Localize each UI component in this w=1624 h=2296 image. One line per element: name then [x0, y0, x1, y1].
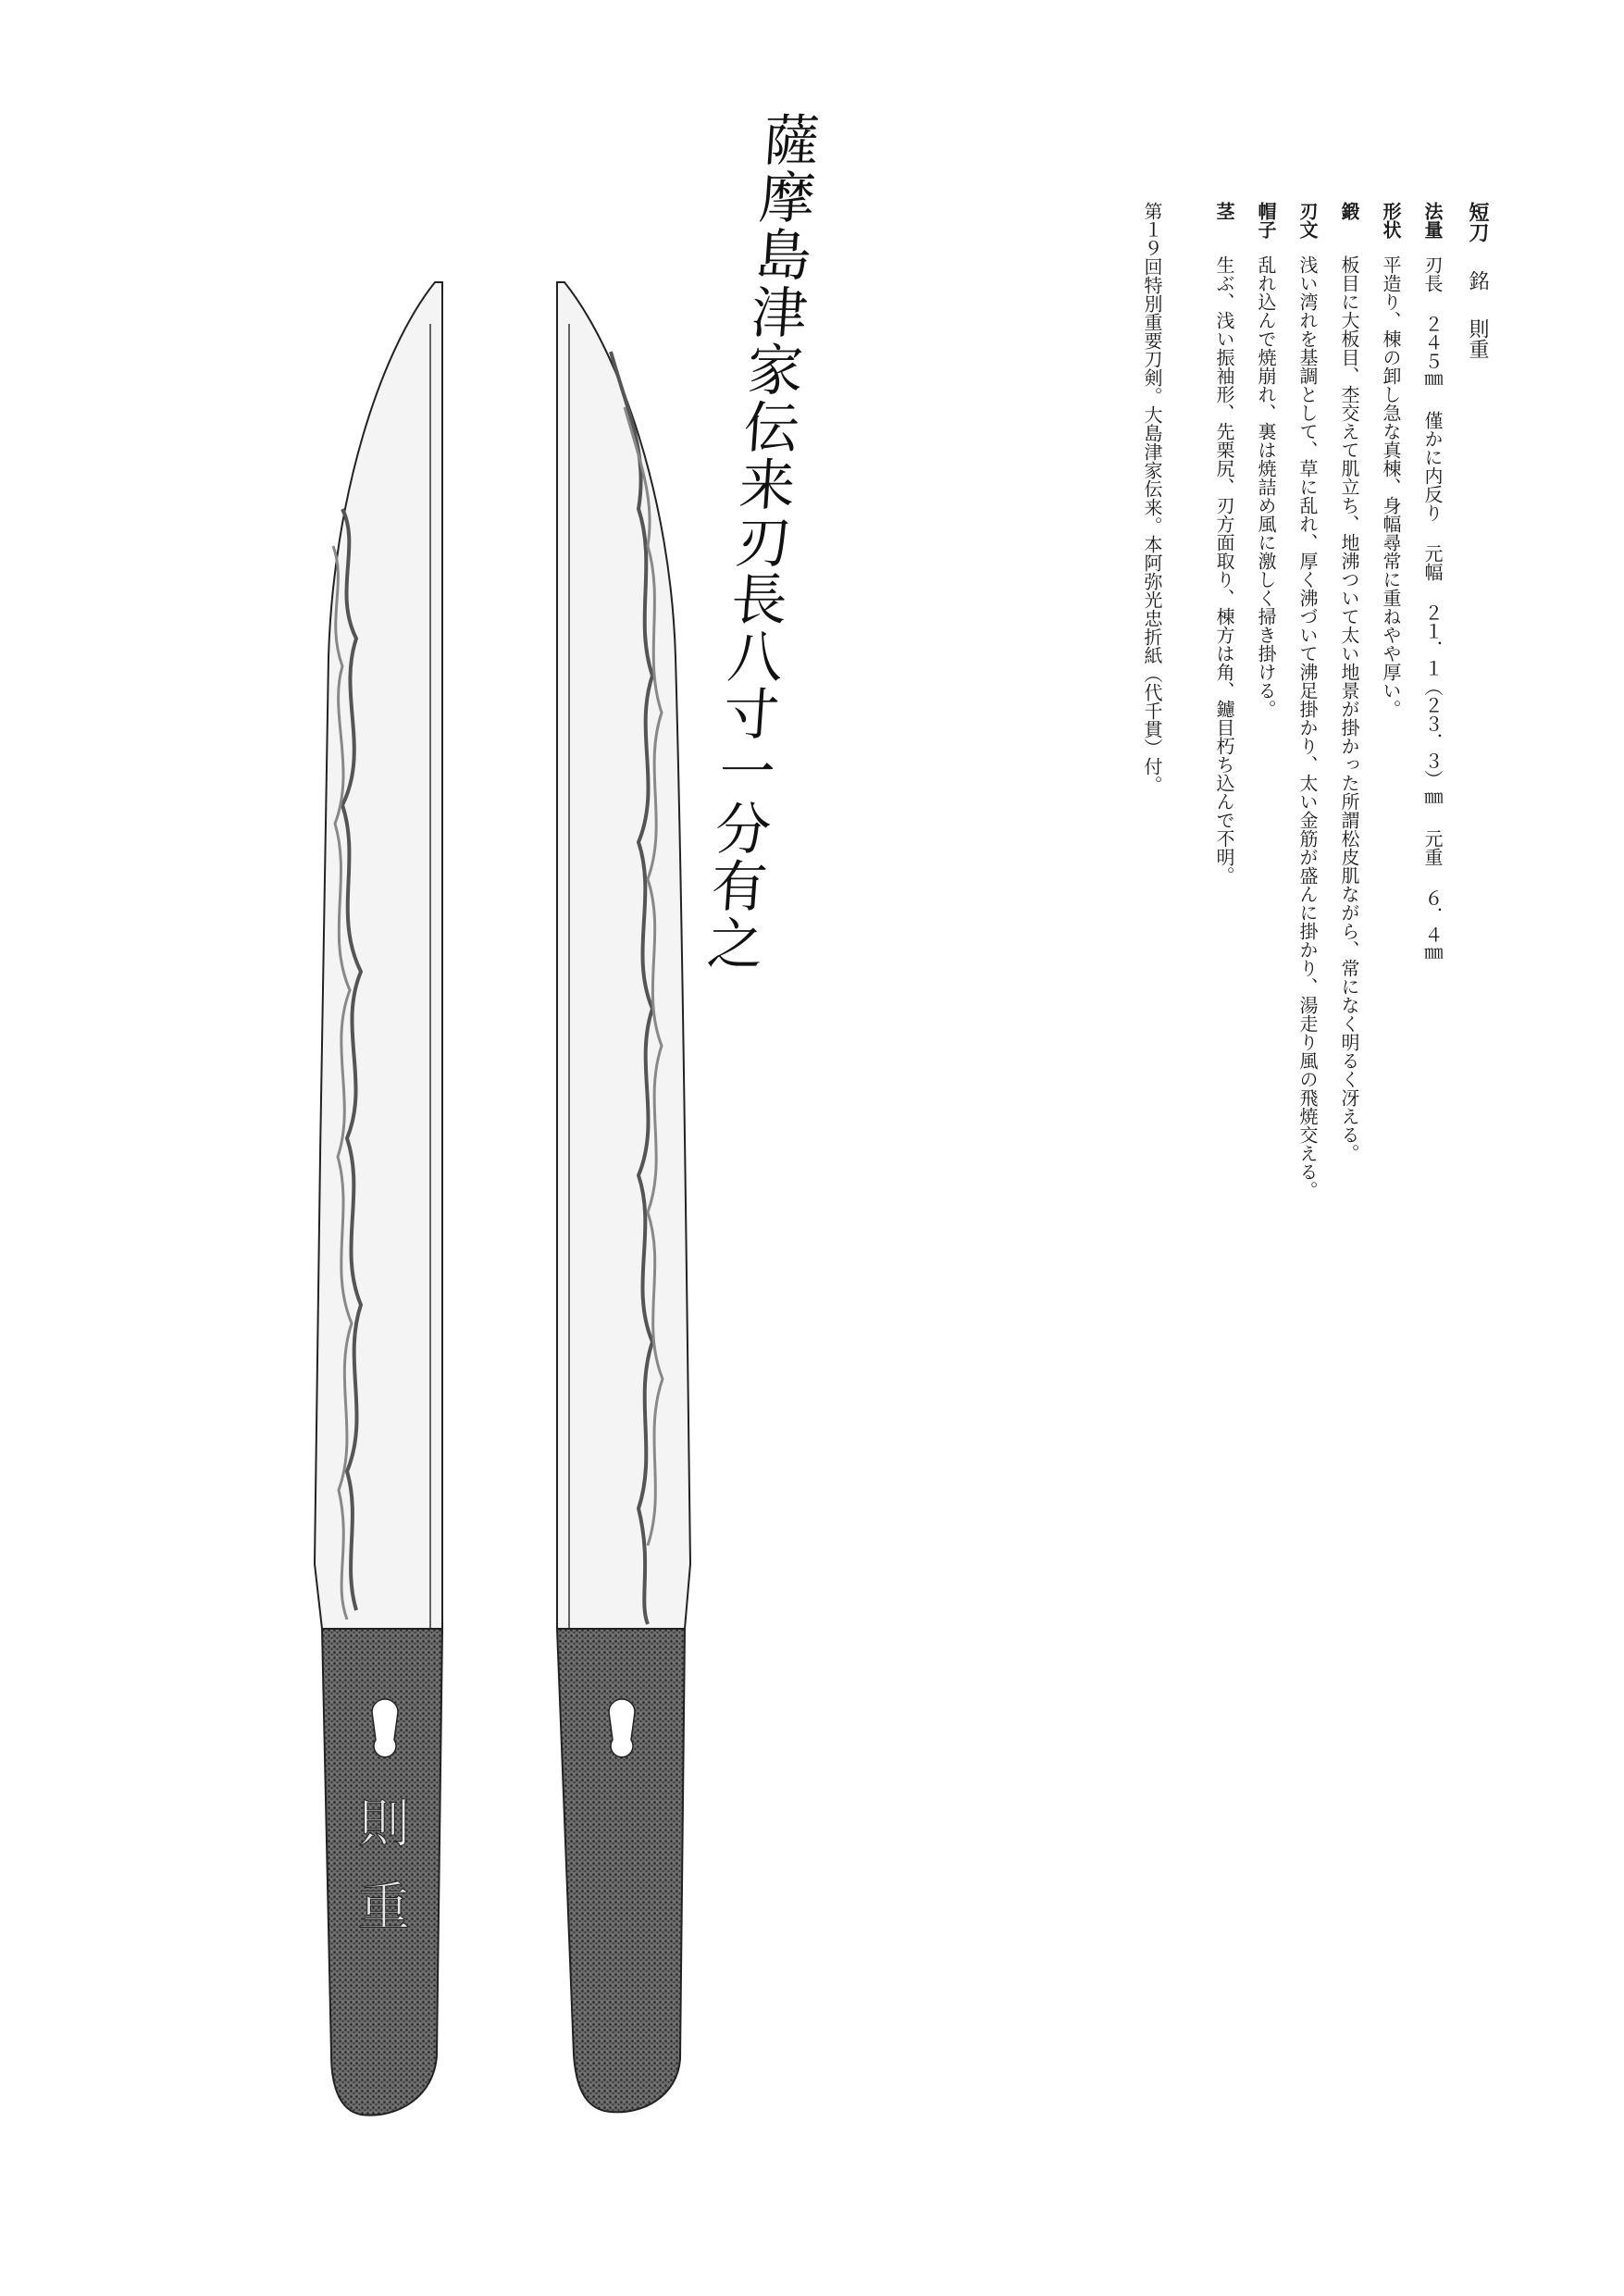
field-label: 鍛: [1338, 202, 1360, 220]
mekugi-hole: [372, 1699, 398, 1757]
field-houryou: [1423, 202, 1442, 962]
blade-outline: [557, 282, 690, 1629]
sword-drawing-ura: [537, 268, 750, 2175]
field-label: 帽子: [1255, 202, 1277, 239]
mei-label: 銘: [1466, 270, 1489, 291]
origami-inscription: 薩摩島津家伝来刃長八寸一分有之: [696, 111, 822, 972]
field-boushi: [1257, 202, 1275, 718]
tang-signature-1: 則: [358, 1794, 410, 1855]
field-value: 生ぶ、浅い振袖形、先栗尻、刃方面取り、棟方は角、鑢目朽ち込んで不明。: [1213, 255, 1235, 885]
field-kitae: [1340, 202, 1358, 1162]
field-value: 板目に大板目、杢交えて肌立ち、地沸ついて太い地景が掛かった所謂松皮肌ながら、常になく明るく冴える。: [1338, 255, 1360, 1162]
blade-outline: [315, 282, 442, 1629]
field-value: 平造り、棟の卸し急な真棟、身幅尋常に重ねやや厚い。: [1380, 255, 1402, 718]
field-value: 刃長 ２４５㎜ 僅かに内反り 元幅 ２１．１（２３．３）㎜ 元重 ６．４㎜: [1421, 255, 1444, 962]
certification-note: 第１９回特別重要刀剣。大島津家伝来。本阿弥光忠折紙（代千貫）付。: [1141, 202, 1163, 794]
smith-name: 則重: [1466, 318, 1489, 359]
sword-heading: [1467, 202, 1487, 359]
sword-type: 短刀: [1466, 202, 1489, 242]
field-nakago: [1215, 202, 1233, 885]
tang-signature-char: [358, 1878, 410, 1938]
field-label: 法量: [1421, 202, 1444, 239]
sword-drawing-omote: [305, 268, 518, 2175]
tang-signature-char: [358, 1794, 410, 1855]
field-label: 刃文: [1296, 202, 1319, 239]
field-hamon: [1298, 202, 1317, 1199]
mekugi-hole: [609, 1699, 635, 1757]
field-label: 形状: [1380, 202, 1402, 239]
field-label: 茎: [1213, 202, 1235, 220]
field-value: 浅い湾れを基調として、草に乱れ、厚く沸づいて沸足掛かり、太い金筋が盛んに掛かり、湯走り風の飛焼交える。: [1296, 255, 1319, 1199]
field-keijou: [1382, 202, 1400, 718]
tang-signature-2: 重: [358, 1878, 410, 1938]
field-value: 乱れ込んで焼崩れ、裏は焼詰め風に激しく掃き掛ける。: [1255, 255, 1277, 718]
